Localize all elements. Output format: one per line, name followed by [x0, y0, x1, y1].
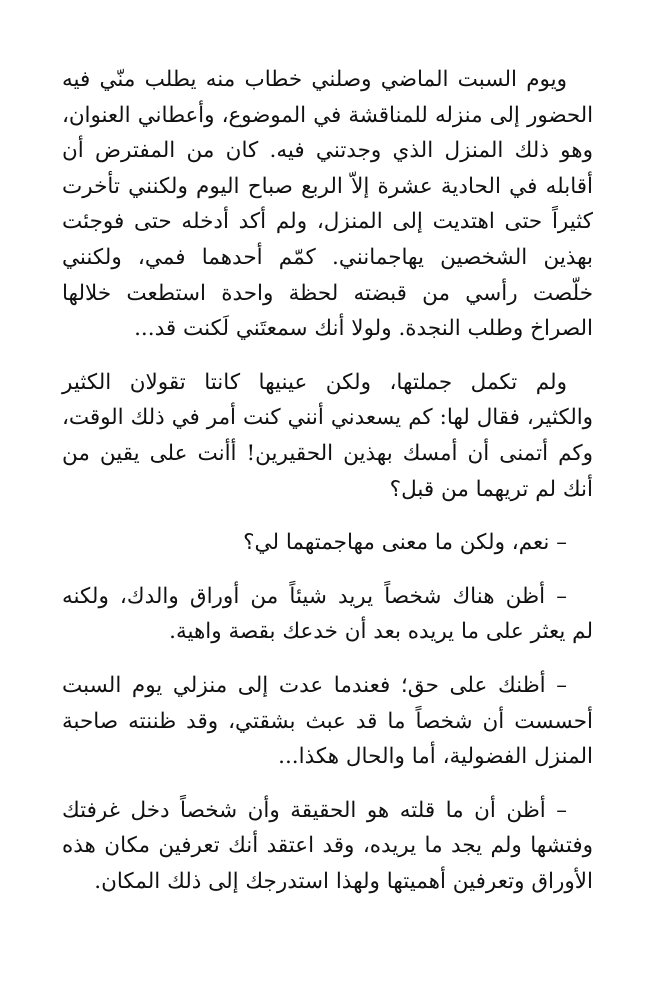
- text-line: – أظنك على حق؛ فعندما عدت إلى منزلي يوم السبت: [62, 672, 567, 698]
- text-line: الصراخ وطلب النجدة. ولولا أنك سمعتَني لَكنت قد...: [134, 316, 593, 342]
- text-line: ويوم السبت الماضي وصلني خطاب منه يطلب منّي فيه: [62, 67, 567, 92]
- text-line: أحسست أن شخصاً ما قد عبث بشقتي، وقد ظننته صاحبة: [62, 708, 593, 734]
- paragraph-5: [62, 668, 593, 775]
- paragraph-spacer: [62, 561, 593, 579]
- text-line: وكم أتمنى أن أمسك بهذين الحقيرين! أأنت على يقين من: [62, 440, 593, 466]
- paragraph-spacer: [62, 507, 593, 525]
- text-line: – نعم، ولكن ما معنى مهاجمتهما لي؟: [243, 530, 567, 556]
- paragraph-2: [62, 365, 593, 507]
- text-line: بهذين الشخصين يهاجمانني. كمّم أحدهما فمي، ولكنني: [62, 244, 593, 270]
- text-line: المنزل الفضولية، أما والحال هكذا...: [278, 744, 593, 770]
- text-line: والكثير، فقال لها: كم يسعدني أنني كنت أمر في ذلك الوقت،: [62, 405, 593, 431]
- paragraph-1: [62, 62, 593, 347]
- paragraph-4: [62, 579, 593, 650]
- text-line: – أظن أن ما قلته هو الحقيقة وأن شخصاً دخل غرفتك: [62, 797, 567, 823]
- text-line: أنك لم تريهما من قبل؟: [389, 476, 593, 502]
- paragraph-6: [62, 793, 593, 900]
- text-line: ولم تكمل جملتها، ولكن عينيها كانتا تقولان الكثير: [62, 369, 567, 395]
- text-line: لم يعثر على ما يريده بعد أن خدعك بقصة واهية.: [169, 619, 593, 645]
- text-line: – أظن هناك شخصاً يريد شيئاً من أوراق والدك، ولكنه: [62, 583, 567, 609]
- text-line: الأوراق وتعرفين أهميتها ولهذا استدرجك إلى ذلك المكان.: [94, 868, 593, 894]
- text-line: وفتشها ولم يجد ما يريده، وقد اعتقد أنك تعرفين مكان هذه: [62, 833, 593, 859]
- text-line: خلّصت رأسي من قبضته لحظة واحدة استطعت خلالها: [62, 280, 593, 306]
- text-line: أقابله في الحادية عشرة إلاّ الربع صباح اليوم ولكنني تأخرت: [62, 173, 593, 199]
- text-line: وهو ذلك المنزل الذي وجدتني فيه. كان من المفترض أن: [62, 138, 593, 164]
- paragraph-spacer: [62, 775, 593, 793]
- text-line: كثيراً حتى اهتديت إلى المنزل، ولم أكد أدخله حتى فوجئت: [62, 209, 593, 235]
- text-line: الحضور إلى منزله للمناقشة في الموضوع، وأعطاني العنوان،: [62, 102, 593, 128]
- paragraph-spacer: [62, 650, 593, 668]
- paragraph-3: [62, 525, 593, 561]
- paragraph-spacer: [62, 347, 593, 365]
